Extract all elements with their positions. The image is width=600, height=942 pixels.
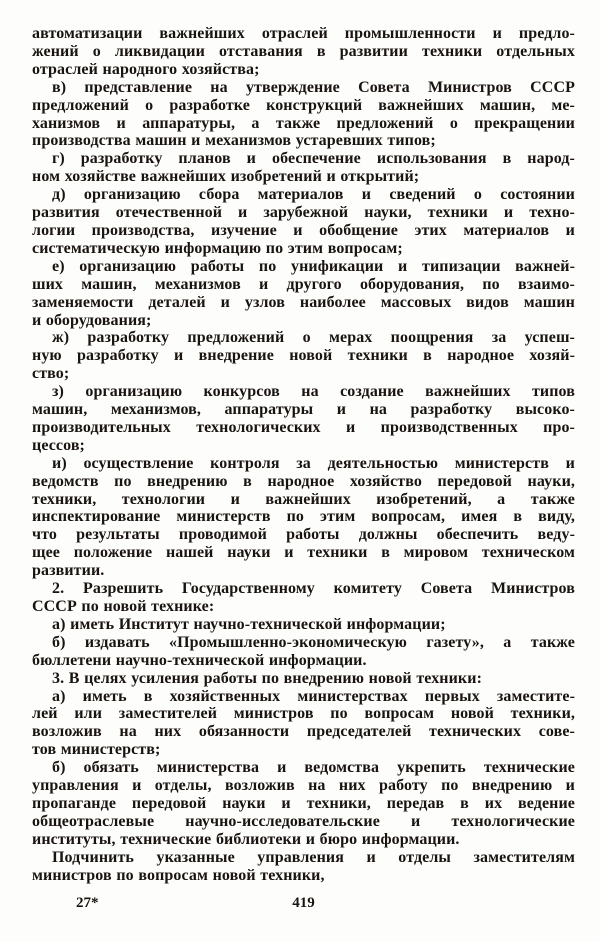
paragraph: [32, 634, 575, 670]
text-line: институты, технические библиотеки и бюро информации.: [32, 830, 460, 848]
text-line: щее положение нашей науки и техники в мировом техническом: [32, 544, 575, 562]
text-line: а) иметь в хозяйственных министерствах первых заместите-: [52, 687, 575, 705]
text-line: техники, технологии и важнейших изобретений, а также: [32, 490, 575, 508]
paragraph: [32, 329, 575, 383]
paragraph: [32, 258, 575, 330]
signature-mark: 27*: [76, 895, 99, 911]
text-line: ном хозяйстве важнейших изобретений и открытий;: [32, 168, 420, 186]
text-line: а) иметь Институт научно-технической информации;: [52, 615, 446, 633]
text-line: отраслей народного хозяйства;: [32, 60, 260, 78]
paragraph: [32, 150, 575, 186]
text-line: ших машин, механизмов и другого оборудования, по взаимо-: [32, 275, 575, 293]
text-line: б) издавать «Промышленно-экономическую газету», а также: [52, 633, 575, 651]
text-line: б) обязать министерства и ведомства укрепить технические: [52, 759, 575, 777]
text-line: инспектирование министерств по этим вопросам, имея в виду,: [32, 508, 575, 526]
text-line: 2. Разрешить Государственному комитету Совета Министров: [52, 580, 575, 598]
text-line: ханизмов и аппаратуры, а также предложений о прекращении: [32, 114, 575, 132]
text-line: и оборудования;: [32, 311, 152, 329]
text-line: развития отечественной и зарубежной науки, техники и техно-: [32, 204, 575, 222]
text-line: автоматизации важнейших отраслей промышленности и предло-: [32, 25, 575, 42]
text-line: СССР по новой технике:: [32, 598, 215, 615]
text-line: 3. В целях усиления работы по внедрению новой техники:: [52, 669, 482, 687]
text-line: з) организацию конкурсов на создание важнейших типов: [52, 383, 575, 401]
text-line: министров по вопросам новой техники,: [32, 866, 325, 884]
text-line: лей или заместителей министров по вопросам новой техники,: [32, 705, 575, 723]
text-line: возложив на них обязанности председателей технических сове-: [32, 723, 575, 741]
text-line: Подчинить указанные управления и отделы заместителям: [52, 848, 575, 866]
document-text: [32, 25, 575, 885]
paragraph: [32, 383, 575, 455]
text-line: предложений о разработке конструкций важнейших машин, ме-: [32, 96, 575, 114]
paragraph: [32, 186, 575, 258]
text-line: ную разработку и внедрение новой техники в народное хозяй-: [32, 347, 575, 365]
text-line: развитии.: [32, 562, 105, 580]
text-line: жений о ликвидации отставания в развитии техники отдельных: [32, 42, 575, 60]
paragraph: [32, 580, 575, 616]
paragraph: [32, 688, 575, 760]
text-line: е) организацию работы по унификации и типизации важней-: [52, 257, 575, 275]
paragraph: [32, 616, 575, 634]
text-line: логии производства, изучение и обобщение этих материалов и: [32, 221, 575, 239]
text-line: тов министерств;: [32, 741, 161, 759]
text-line: производства машин и механизмов устаревших типов;: [32, 132, 436, 150]
paragraph: [32, 670, 575, 688]
text-line: пропаганде передовой науки и техники, передав в их ведение: [32, 794, 575, 812]
paragraph: [32, 79, 575, 151]
text-line: цессов;: [32, 436, 85, 454]
text-line: ж) разработку предложений о мерах поощрения за успеш-: [52, 329, 575, 347]
paragraph: [32, 25, 575, 79]
page-footer: [32, 895, 575, 915]
text-line: и) осуществление контроля за деятельностью министерств и: [52, 454, 575, 472]
text-line: производительных технологических и производственных про-: [32, 418, 575, 436]
paragraph: [32, 455, 575, 580]
text-line: управления и отделы, возложив на них работу по внедрению и: [32, 777, 575, 795]
text-line: в) представление на утверждение Совета Министров СССР: [52, 78, 575, 96]
text-line: общеотраслевые научно-исследовательские и технологические: [32, 812, 575, 830]
text-line: что результаты проводимой работы должны обеспечить веду-: [32, 526, 575, 544]
paragraph: [32, 849, 575, 885]
paragraph: [32, 759, 575, 849]
text-line: машин, механизмов, аппаратуры и на разработку высоко-: [32, 401, 575, 419]
text-line: бюллетени научно-технической информации.: [32, 651, 367, 669]
page-number: 419: [292, 895, 315, 911]
text-line: заменяемости деталей и узлов наиболее массовых видов машин: [32, 293, 575, 311]
text-line: ство;: [32, 365, 70, 383]
text-line: д) организацию сбора материалов и сведений о состоянии: [52, 186, 575, 204]
text-line: ведомств по внедрению в народное хозяйство передовой науки,: [32, 472, 575, 490]
text-line: г) разработку планов и обеспечение использования в народ-: [52, 150, 575, 168]
text-line: систематическую информацию по этим вопросам;: [32, 239, 403, 257]
